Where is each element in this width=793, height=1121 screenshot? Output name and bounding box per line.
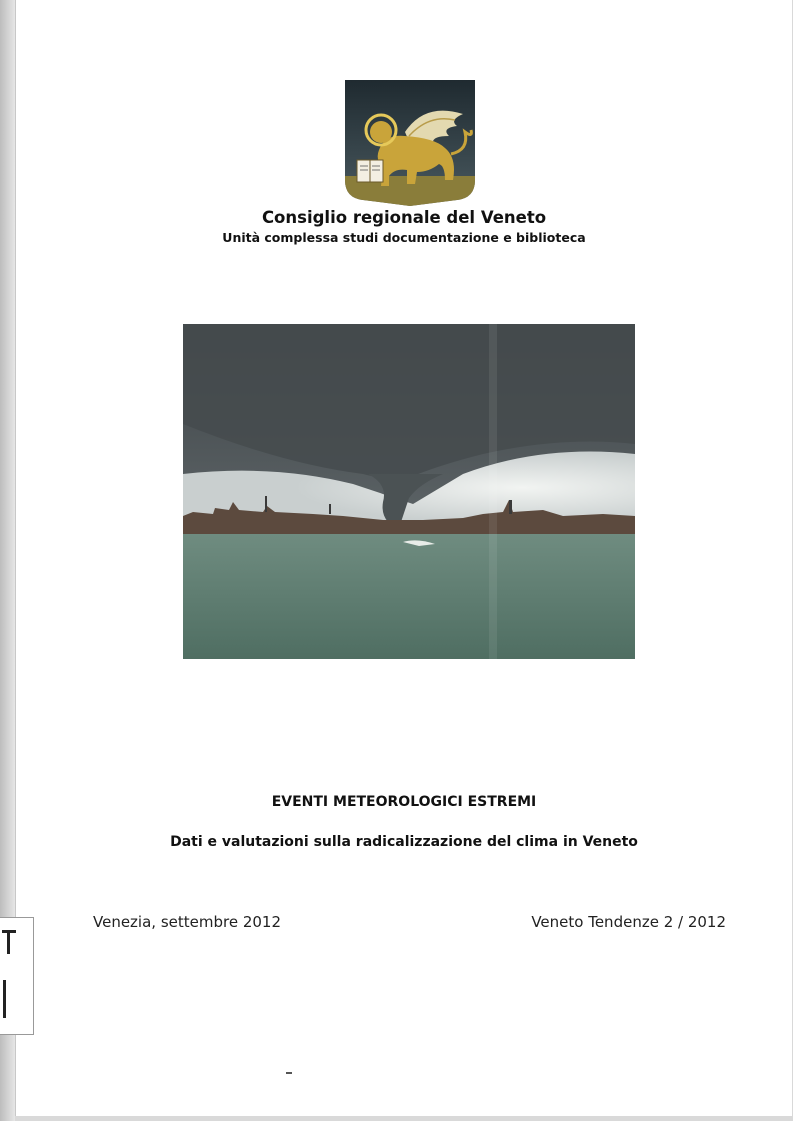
scan-speck xyxy=(286,1072,292,1074)
series-number: Veneto Tendenze 2 / 2012 xyxy=(531,913,726,931)
document-title: EVENTI METEOROLOGICI ESTREMI xyxy=(271,794,537,810)
organization-name: Consiglio regionale del Veneto xyxy=(261,208,547,227)
document-subtitle: Dati e valutazioni sulla radicalizzazione del clima in Veneto xyxy=(170,834,638,850)
winged-lion-emblem-icon xyxy=(345,80,475,206)
organization-unit: Unità complessa studi documentazione e biblioteca xyxy=(222,230,586,245)
label-mark xyxy=(7,930,10,954)
tornado-photo-icon xyxy=(183,324,635,659)
label-mark xyxy=(3,980,6,1018)
cover-page xyxy=(15,0,792,1116)
place-and-date: Venezia, settembre 2012 xyxy=(93,913,282,931)
library-label-sticker xyxy=(0,917,34,1035)
